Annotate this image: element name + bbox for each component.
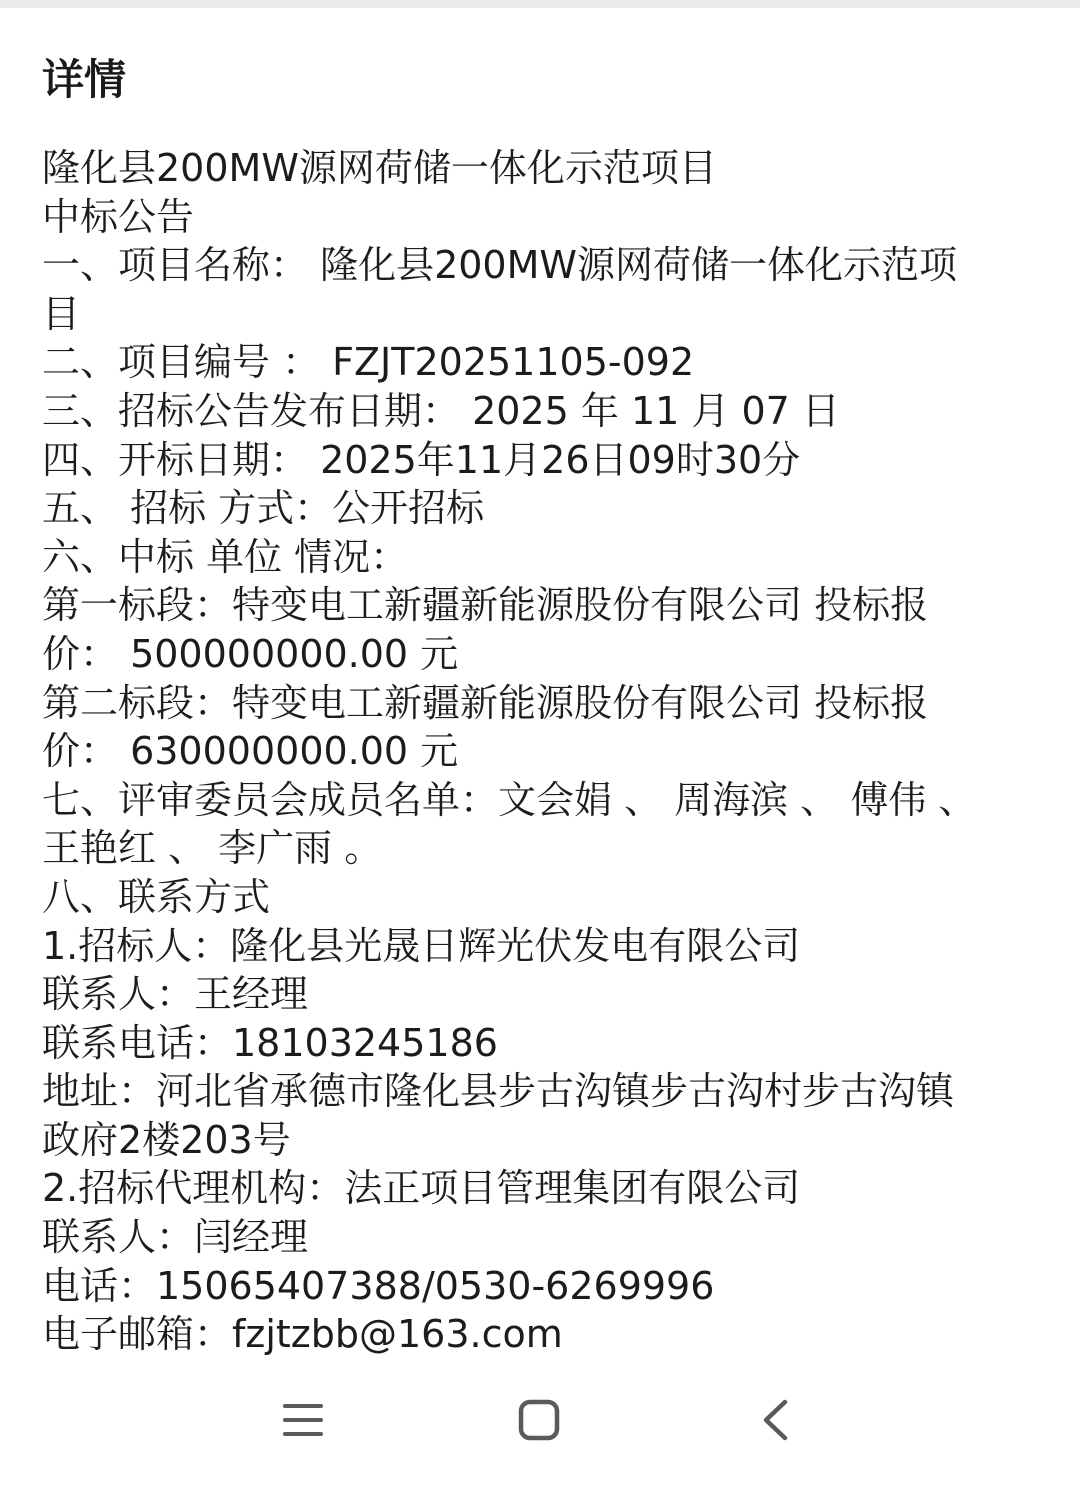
- content-line: 中标公告: [42, 194, 195, 239]
- content-line: 价： 630000000.00 元: [42, 729, 459, 774]
- content-line: 第二标段：特变电工新疆新能源股份有限公司 投标报: [42, 680, 929, 725]
- page-title: 详情: [42, 55, 127, 104]
- content-line: 第一标段：特变电工新疆新能源股份有限公司 投标报: [42, 583, 929, 628]
- content-line: 隆化县200MW源网荷储一体化示范项目: [42, 146, 717, 190]
- content-line: 电话：15065407388/0530-6269996: [42, 1263, 715, 1308]
- back-button[interactable]: [730, 1380, 820, 1460]
- home-button[interactable]: [494, 1380, 584, 1460]
- content-line: 1.招标人：隆化县光晟日辉光伏发电有限公司: [42, 923, 801, 968]
- content-line: 联系人：王经理: [42, 972, 309, 1017]
- content-line: 四、开标日期： 2025年11月26日09时30分: [42, 437, 801, 482]
- content-line: 二、项目编号 ： FZJT20251105-092: [42, 340, 695, 385]
- content-line: 2.招标代理机构：法正项目管理集团有限公司: [42, 1166, 801, 1211]
- system-navigation-bar: [0, 1380, 1080, 1460]
- menu-icon: [283, 1403, 323, 1437]
- content-line: 三、招标公告发布日期： 2025 年 11 月 07 日: [42, 388, 840, 433]
- content-line: 王艳红 、 李广雨 。: [42, 826, 383, 871]
- content-line: 地址：河北省承德市隆化县步古沟镇步古沟村步古沟镇: [42, 1069, 955, 1114]
- content-line: 电子邮箱：fzjtzbb@163.com: [42, 1312, 563, 1357]
- content-line: 五、 招标 方式：公开招标: [42, 486, 485, 531]
- content-line: 价： 500000000.00 元: [42, 631, 459, 676]
- recent-apps-button[interactable]: [258, 1380, 348, 1460]
- content-line: 七、评审委员会成员名单：文会娟 、 周海滨 、 傅伟 、: [42, 777, 977, 822]
- status-bar-strip: [0, 0, 1080, 8]
- content-line: 联系人：闫经理: [42, 1215, 309, 1260]
- announcement-content: [42, 144, 1027, 1359]
- content-line: 联系电话：18103245186: [42, 1020, 498, 1065]
- content-line: 六、中标 单位 情况：: [42, 534, 409, 579]
- content-line: 八、联系方式: [42, 874, 271, 919]
- home-icon: [518, 1399, 560, 1441]
- content-line: 政府2楼203号: [42, 1117, 291, 1162]
- back-icon: [761, 1399, 789, 1441]
- content-line: 一、项目名称： 隆化县200MW源网荷储一体化示范项: [42, 243, 957, 288]
- content-line: 目: [42, 291, 81, 336]
